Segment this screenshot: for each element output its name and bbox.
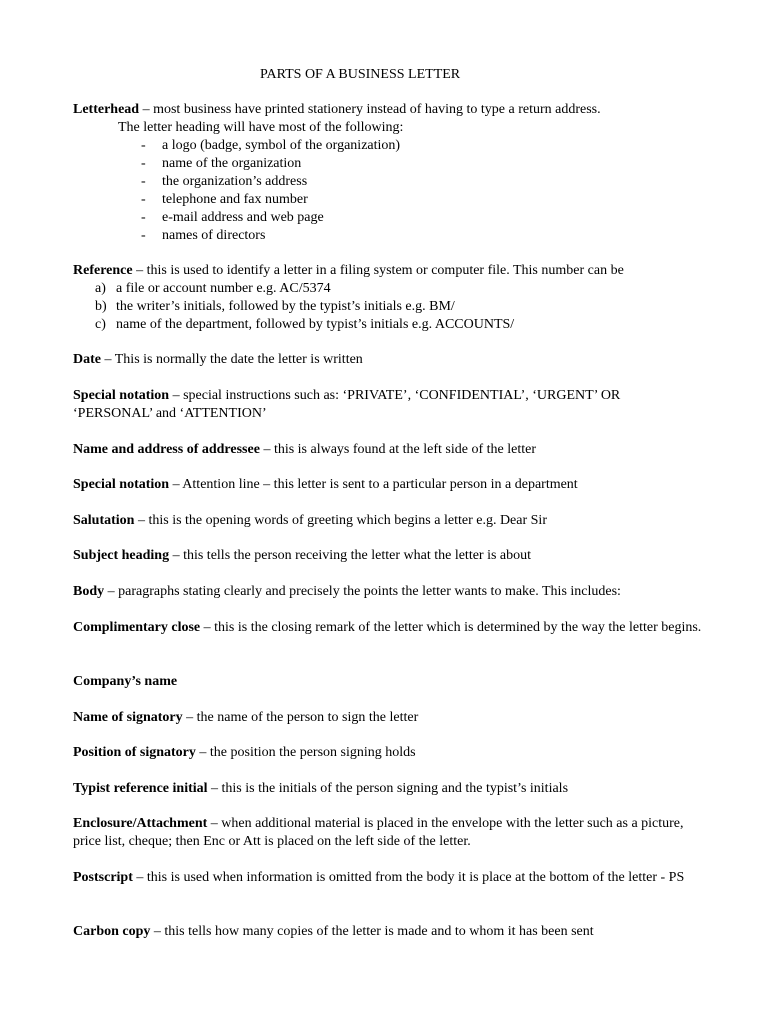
list-item: b) the writer’s initials, followed by the typist’s initials e.g. BM/: [95, 299, 455, 314]
list-item: - the organization’s address: [141, 174, 308, 189]
list-item: - a logo (badge, symbol of the organization): [141, 138, 401, 153]
entry-carbon-copy: Carbon copy – this tells how many copies of the letter is made and to whom it has been sent: [73, 924, 594, 939]
letterhead-section: [73, 101, 703, 245]
entry-body: Body – paragraphs stating clearly and precisely the points the letter wants to make. This includes:: [73, 584, 621, 599]
letterhead-description: – most business have printed stationery instead of having to type a return address.: [139, 102, 601, 117]
entry-special-notation: Special notation – special instructions such as: ‘PRIVATE’, ‘CONFIDENTIAL’, ‘URGENT’ OR ‘PERSONAL’ and ‘ATTENTION’: [73, 388, 621, 421]
reference-paragraph: [73, 262, 703, 280]
term-letterhead: Letterhead: [73, 102, 140, 117]
entry-complimentary-close: Complimentary close – this is the closing remark of the letter which is determined by the way the letter begins.: [73, 620, 702, 635]
dash-bullet: -: [141, 174, 146, 189]
entry-name-address-addressee: Name and address of addressee – this is always found at the left side of the letter: [73, 442, 536, 457]
entry-date: Date – This is normally the date the letter is written: [73, 352, 363, 367]
dash-bullet: -: [141, 192, 146, 207]
entry-postscript: Postscript – this is used when information is omitted from the body it is place at the bottom of the letter - PS: [73, 870, 685, 885]
entry-special-notation-attention: Special notation – Attention line – this letter is sent to a particular person in a department: [73, 477, 578, 492]
list-item: - names of directors: [141, 228, 266, 243]
reference-list: [73, 280, 703, 334]
dash-bullet: -: [141, 156, 146, 171]
letterhead-paragraph: [73, 101, 703, 119]
list-item: - name of the organization: [141, 156, 302, 171]
letterhead-list: [73, 137, 703, 245]
entry-subject-heading: Subject heading – this tells the person receiving the letter what the letter is about: [73, 548, 532, 563]
list-item: - telephone and fax number: [141, 192, 308, 207]
reference-section: [73, 262, 703, 334]
list-item: c) name of the department, followed by typist’s initials e.g. ACCOUNTS/: [95, 317, 515, 332]
dash-bullet: -: [141, 228, 146, 243]
entry-position-of-signatory: Position of signatory – the position the person signing holds: [73, 745, 416, 760]
list-item: a) a file or account number e.g. AC/5374: [95, 281, 331, 296]
letterhead-subtext: The letter heading will have most of the following:: [118, 120, 404, 135]
entry-typist-reference-initial: Typist reference initial – this is the initials of the person signing and the typist’s initials: [73, 781, 569, 796]
dash-bullet: -: [141, 138, 146, 153]
entry-enclosure-attachment: Enclosure/Attachment – when additional material is placed in the envelope with the letter such as a picture, price list, cheque; then Enc or Att is placed on the left side of the letter.: [73, 816, 684, 849]
term-reference: Reference: [73, 263, 133, 278]
dash-bullet: -: [141, 210, 146, 225]
page-title: PARTS OF A BUSINESS LETTER: [260, 67, 461, 82]
list-item: - e-mail address and web page: [141, 210, 324, 225]
entry-salutation: Salutation – this is the opening words of greeting which begins a letter e.g. Dear Sir: [73, 513, 547, 528]
entry-company-name: Company’s name: [73, 674, 178, 689]
entry-name-of-signatory: Name of signatory – the name of the person to sign the letter: [73, 710, 419, 725]
reference-description: – this is used to identify a letter in a filing system or computer file. This number can be: [132, 263, 624, 278]
